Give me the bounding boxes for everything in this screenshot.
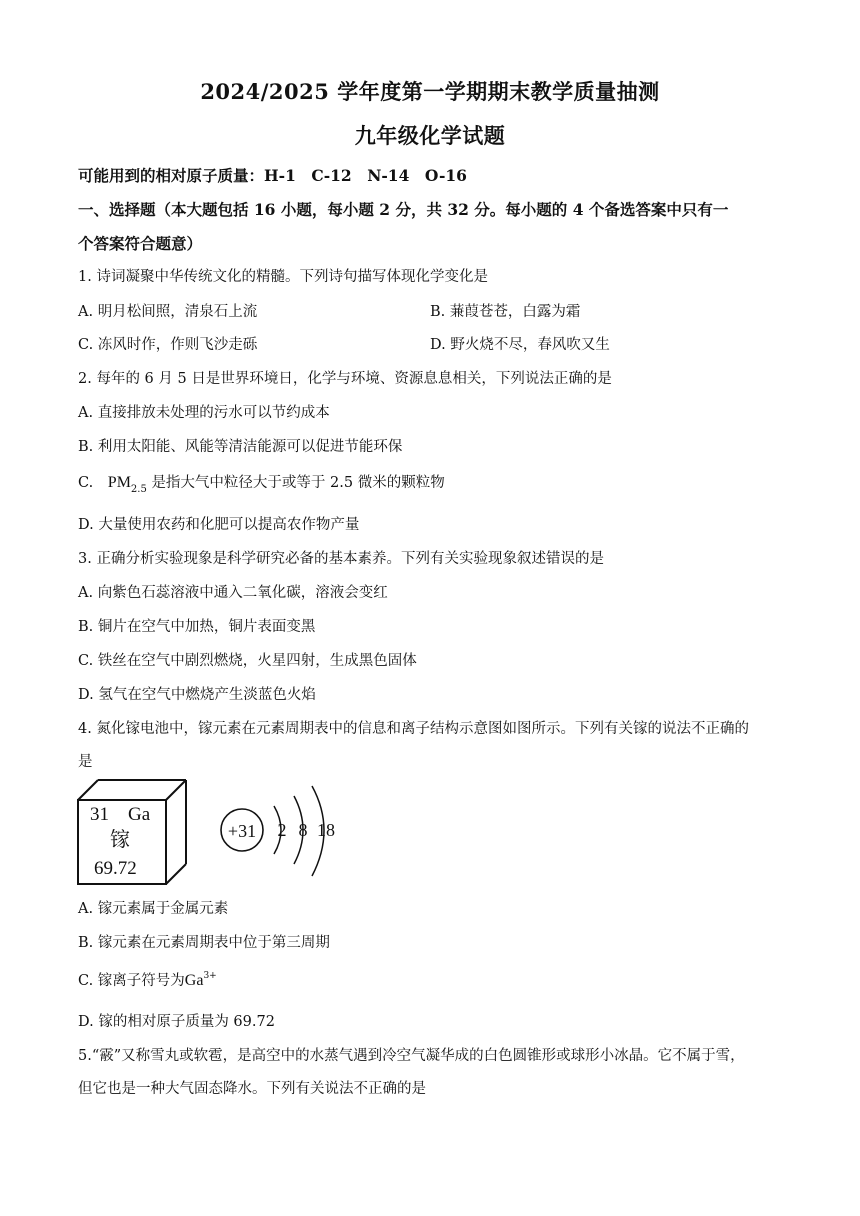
shell-electrons-2: 8 <box>298 820 308 840</box>
q3-option-b: B. 铜片在空气中加热，铜片表面变黑 <box>78 619 316 635</box>
q3-option-d: D. 氢气在空气中燃烧产生淡蓝色火焰 <box>78 687 316 703</box>
exam-title: 2024/2025 学年度第一学期期末教学质量抽测 <box>200 79 660 104</box>
q4-option-d: D. 镓的相对原子质量为 69.72 <box>78 1014 275 1030</box>
q4-stem-line2: 是 <box>78 754 93 770</box>
q1-option-a: A. 明月松间照，清泉石上流 <box>78 304 258 320</box>
q4-option-c <box>78 969 217 990</box>
shell-electrons-3: 18 <box>317 820 335 840</box>
nucleus-charge: +31 <box>227 821 257 841</box>
gallium-figure <box>74 778 344 888</box>
section-heading-line1: 一、选择题（本大题包括 16 小题，每小题 2 分，共 32 分。每小题的 4 个备选答案中只有一 <box>78 200 729 219</box>
ion-structure-diagram <box>221 786 335 876</box>
pm-subscript: 2.5 <box>130 484 147 495</box>
q1-stem: 1. 诗词凝聚中华传统文化的精髓。下列诗句描写体现化学变化是 <box>78 269 488 285</box>
q2-option-c-text: 是指大气中粒径大于或等于 2.5 微米的颗粒物 <box>151 475 445 491</box>
atomic-mass: 69.72 <box>94 858 137 879</box>
q1-option-c: C. 冻风时作，作则飞沙走砾 <box>78 337 258 353</box>
q1-option-b: B. 蒹葭苍苍，白露为霜 <box>430 304 581 320</box>
q1-option-d: D. 野火烧不尽，春风吹又生 <box>430 337 610 353</box>
q2-option-c <box>78 471 445 495</box>
element-symbol: Ga <box>128 804 151 825</box>
q3-stem: 3. 正确分析实验现象是科学研究必备的基本素养。下列有关实验现象叙述错误的是 <box>78 551 604 567</box>
exam-subtitle: 九年级化学试题 <box>354 123 506 148</box>
gallium-ion-charge: 3+ <box>203 971 217 981</box>
atomic-masses-note: 可能用到的相对原子质量：H-1 C-12 N-14 O-16 <box>78 166 467 185</box>
q4-option-b: B. 镓元素在元素周期表中位于第三周期 <box>78 935 330 951</box>
shell-electrons-1: 2 <box>277 820 287 840</box>
q3-option-a: A. 向紫色石蕊溶液中通入二氧化碳，溶液会变红 <box>78 585 388 601</box>
q5-stem-line1: 5.“霰”又称雪丸或软雹，是高空中的水蒸气遇到冷空气凝华成的白色圆锥形或球形小冰晶。它不属于雪， <box>78 1048 745 1064</box>
q2-stem: 2. 每年的 6 月 5 日是世界环境日，化学与环境、资源息息相关，下列说法正确的是 <box>78 371 612 387</box>
q2-option-a: A. 直接排放未处理的污水可以节约成本 <box>78 405 330 421</box>
q2-option-b: B. 利用太阳能、风能等清洁能源可以促进节能环保 <box>78 439 403 455</box>
pm-symbol: PM <box>107 474 131 491</box>
q4-option-a: A. 镓元素属于金属元素 <box>78 901 229 917</box>
atomic-number: 31 <box>90 804 109 825</box>
q3-option-c: C. 铁丝在空气中剧烈燃烧，火星四射，生成黑色固体 <box>78 653 417 669</box>
gallium-ion-symbol: Ga <box>184 972 204 989</box>
q4-stem-line1: 4. 氮化镓电池中，镓元素在元素周期表中的信息和离子结构示意图如图所示。下列有关镓的说法不正确的 <box>78 721 749 737</box>
q2-option-d: D. 大量使用农药和化肥可以提高农作物产量 <box>78 517 360 533</box>
q2-option-c-prefix: C. <box>78 475 94 491</box>
q4-option-c-text: C. 镓离子符号为 <box>78 973 185 989</box>
q5-stem-line2: 但它也是一种大气固态降水。下列有关说法不正确的是 <box>78 1081 426 1097</box>
gallium-diagram <box>74 778 344 888</box>
section-heading-line2: 个答案符合题意） <box>78 234 203 253</box>
element-name: 镓 <box>110 827 130 851</box>
